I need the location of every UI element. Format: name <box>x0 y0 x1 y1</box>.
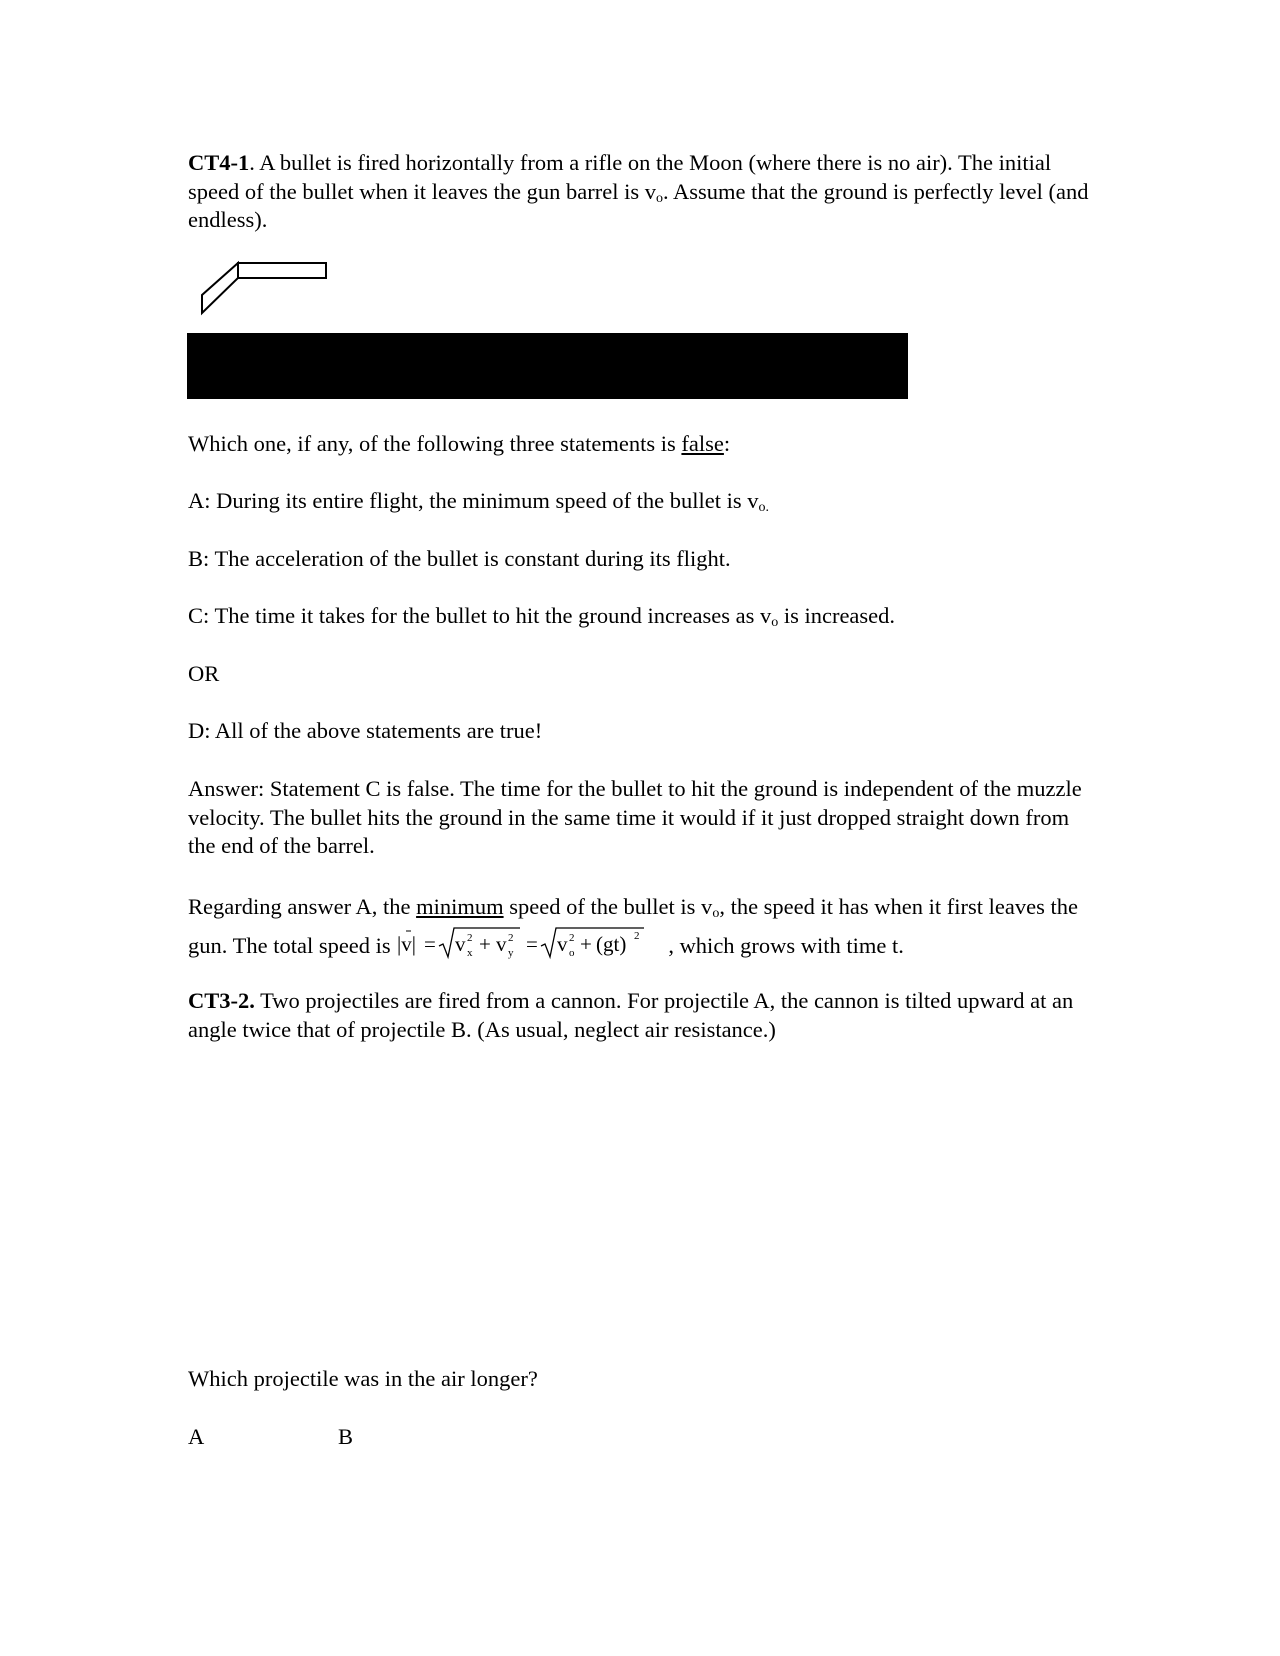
ct32-intro <box>188 987 1098 1044</box>
formula-plus2: + <box>580 932 593 956</box>
option-c <box>188 602 1098 631</box>
formula-vx: v <box>455 932 466 956</box>
ct41-question <box>188 430 1098 459</box>
option-c-end: is increased. <box>778 603 896 628</box>
formula-vx-sup: 2 <box>467 932 473 944</box>
option-a-text: A: During its entire flight, the minimum speed of the bullet is v <box>188 488 759 513</box>
regarding-post: , the speed it has when it first leaves the gun. The total speed is <box>188 894 1078 959</box>
option-d: D: All of the above statements are true! <box>188 718 543 743</box>
ct32-option-b: B <box>338 1424 354 1449</box>
formula-gt: (gt) <box>596 932 627 956</box>
regarding-end: , which grows with time t. <box>668 933 904 959</box>
rifle-barrel <box>238 263 326 278</box>
rifle-stock <box>202 263 238 313</box>
ct32-intro-text: Two projectiles are fired from a cannon. For projectile A, the cannon is tilted upward at an angle twice that of projectile B. (As usual, neglect air resistance.) <box>188 988 1074 1042</box>
ct41-intro <box>188 149 1098 235</box>
speed-formula <box>396 924 668 972</box>
formula-plus1: + <box>479 932 492 956</box>
formula-eq1: = <box>424 932 437 956</box>
question-colon: : <box>723 431 731 456</box>
formula-vo-sub: o <box>569 947 575 959</box>
option-c-sub: o <box>771 615 779 630</box>
option-a <box>188 487 1098 516</box>
ct41-label: CT4-1 <box>188 150 250 175</box>
formula-vx-sub: x <box>467 947 473 959</box>
formula-vo: v <box>557 932 568 956</box>
ct32-option-a: A <box>188 1424 205 1449</box>
regarding-text: Regarding answer A, the <box>188 894 417 919</box>
answer-paragraph: Answer: Statement C is false. The time for the bullet to hit the ground is independent of the muzzle velocity. The bullet hits the ground in the same time it would if it just dropped straight down from the end of the barrel. <box>188 776 1082 858</box>
rifle-figure <box>195 258 330 318</box>
question-underlined-word: false <box>681 431 724 456</box>
regarding-underlined-word: minimum <box>416 894 504 919</box>
formula-gt-sup: 2 <box>634 930 640 942</box>
regarding-mid: speed of the bullet is v <box>503 894 713 919</box>
formula-abs-v: |v| <box>397 932 417 956</box>
formula-eq2: = <box>526 932 539 956</box>
or-text: OR <box>188 661 220 686</box>
ct41-intro-sub: o <box>656 190 663 206</box>
ct32-question: Which projectile was in the air longer? <box>188 1366 538 1391</box>
ct41-intro-text: . A bullet is fired horizontally from a rifle on the Moon (where there is no air). The initial speed of the bullet when it leaves the gun barrel is v <box>188 150 1052 204</box>
ct32-label: CT3-2. <box>188 988 255 1013</box>
ct41-intro-end: . Assume that the ground is perfectly level (and endless). <box>188 178 1089 232</box>
option-b: B: The acceleration of the bullet is constant during its flight. <box>188 546 731 571</box>
formula-vy-sup: 2 <box>508 932 514 944</box>
option-c-text: C: The time it takes for the bullet to hit the ground increases as v <box>188 603 772 628</box>
question-text: Which one, if any, of the following three statements is <box>188 431 682 456</box>
ground-block <box>187 333 908 399</box>
formula-vy-sub: y <box>508 947 514 959</box>
formula-vy: v <box>496 932 507 956</box>
option-a-sub: o. <box>758 500 770 515</box>
regarding-paragraph <box>188 890 1098 972</box>
formula-vo-sup: 2 <box>569 932 575 944</box>
regarding-sub: o <box>712 906 720 921</box>
